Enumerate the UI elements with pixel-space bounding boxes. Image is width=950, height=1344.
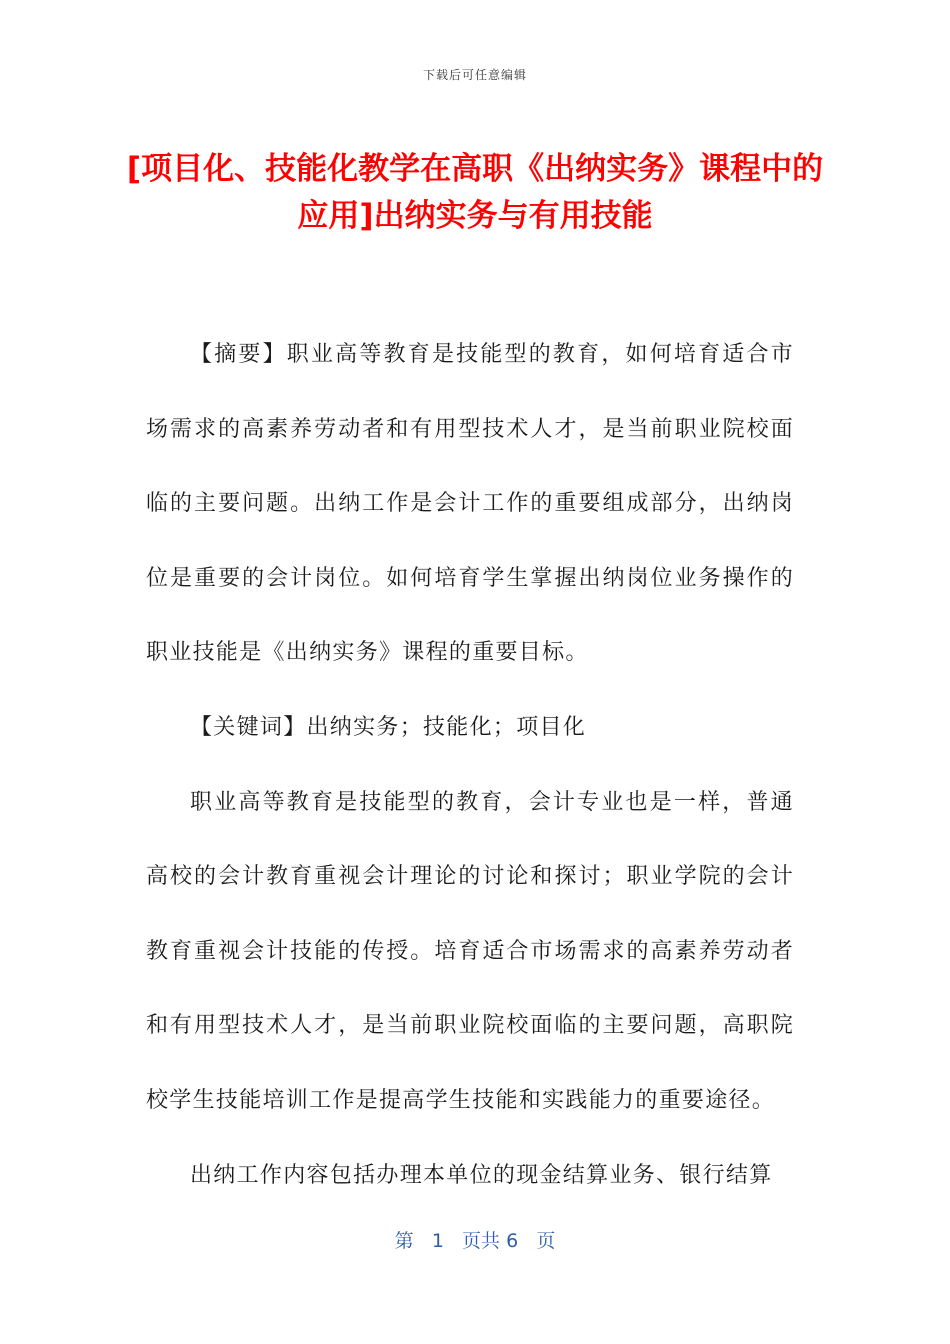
keywords-paragraph: 【关键词】出纳实务；技能化；项目化 <box>190 714 587 740</box>
footer-suffix: 页 <box>536 1230 556 1252</box>
document-title: [项目化、技能化教学在高职《出纳实务》课程中的应用]出纳实务与有用技能 <box>126 151 824 234</box>
page-footer <box>0 1226 950 1253</box>
footer-total-pages: 6 <box>506 1230 519 1252</box>
body-paragraph-2: 出纳工作内容包括办理本单位的现金结算业务、银行结算 <box>190 1162 773 1188</box>
header-note: 下载后可任意编辑 <box>422 68 527 82</box>
footer-page-number: 1 <box>431 1230 444 1252</box>
abstract-paragraph: 【摘要】职业高等教育是技能型的教育，如何培育适合市场需求的高素养劳动者和有用型技术人才，是当前职业院校面临的主要问题。出纳工作是会计工作的重要组成部分，出纳岗位是重要的会计岗位。如何培育学生掌握出纳岗位业务操作的职业技能是《出纳实务》课程的重要目标。 <box>146 342 794 666</box>
document-body <box>146 318 794 1213</box>
footer-prefix: 第 <box>394 1230 414 1252</box>
body-paragraph-1: 职业高等教育是技能型的教育，会计专业也是一样，普通高校的会计教育重视会计理论的讨论和探讨；职业学院的会计教育重视会计技能的传授。培育适合市场需求的高素养劳动者和有用型技术人才，是当前职业院校面临的主要问题，高职院校学生技能培训工作是提高学生技能和实践能力的重要途径。 <box>146 789 794 1113</box>
footer-middle: 页共 <box>462 1230 501 1252</box>
